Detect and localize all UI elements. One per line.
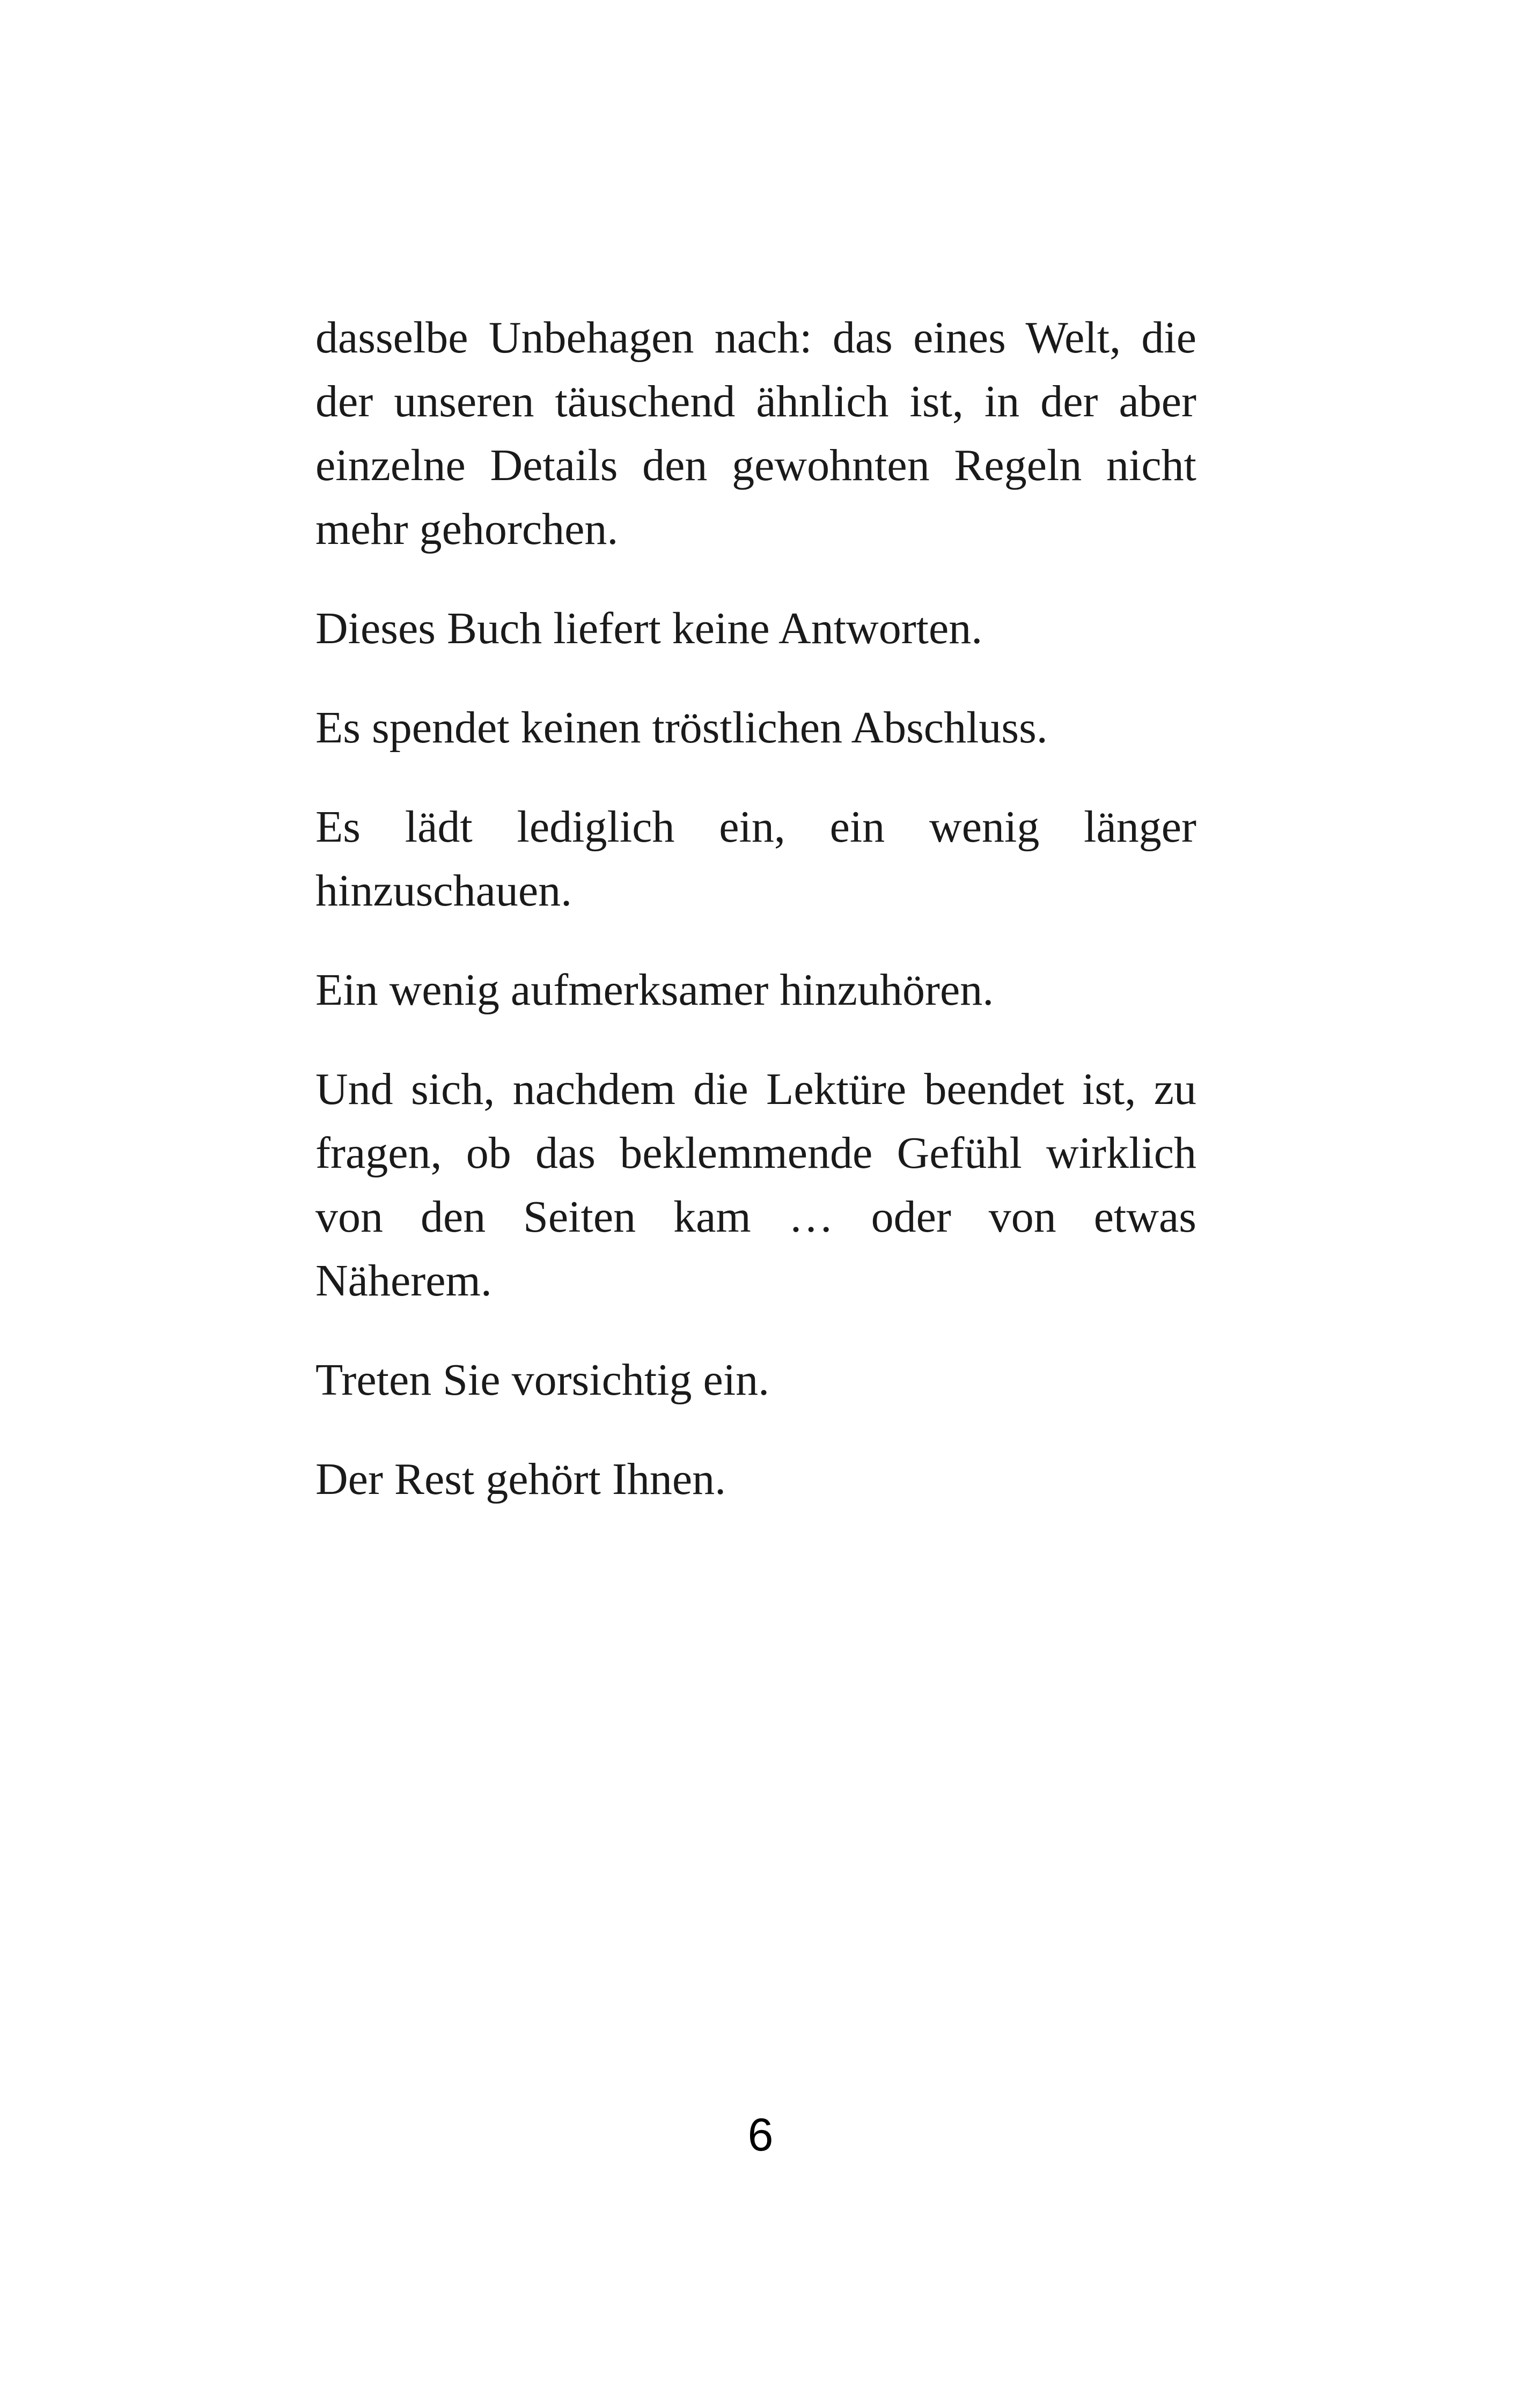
body-text: [315, 306, 1196, 1511]
paragraph: Es lädt lediglich ein, ein wenig länger hinzuschauen.: [315, 802, 1196, 916]
paragraph: dasselbe Unbehagen nach: das eines Welt, die der unseren täuschend ähnlich ist, in der aber einzelne Details den gewohnten Regeln nicht mehr gehorchen.: [315, 313, 1196, 554]
paragraph: Und sich, nachdem die Lektüre beendet ist, zu fragen, ob das beklemmende Gefühl wirklich von den Seiten kam … oder von etwas Näherem.: [315, 1064, 1196, 1306]
paragraph: Dieses Buch liefert keine Antworten.: [315, 603, 983, 653]
page-number: 6: [747, 2109, 774, 2161]
paragraph: Der Rest gehört Ihnen.: [315, 1454, 726, 1504]
paragraph: Ein wenig aufmerksamer hinzuhören.: [315, 965, 994, 1015]
paragraph: Es spendet keinen tröstlichen Abschluss.: [315, 703, 1048, 753]
paragraph: Treten Sie vorsichtig ein.: [315, 1355, 770, 1405]
